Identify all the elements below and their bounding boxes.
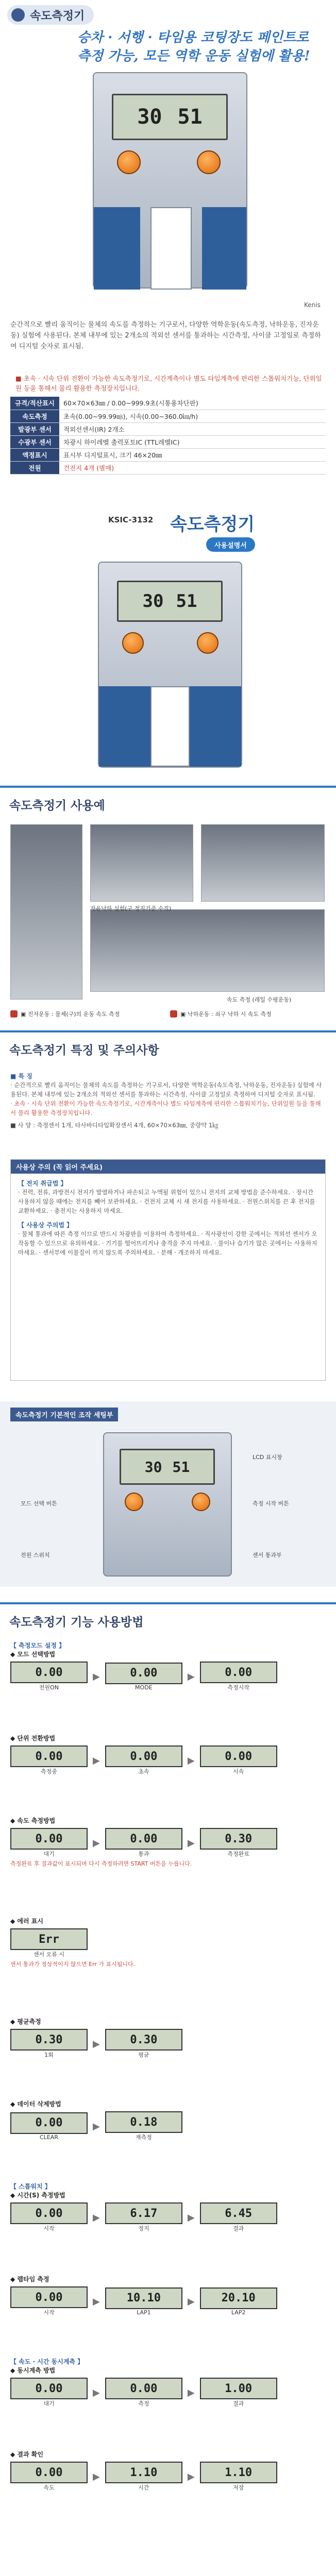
lcd-label: 1회 — [44, 2052, 54, 2058]
howto-step — [10, 2357, 326, 2408]
parts-display: 30 51 — [120, 1449, 215, 1485]
lcd-label: 평균 — [138, 2052, 149, 2058]
lcd-label: 측정 — [138, 2400, 149, 2407]
arrow-right-icon: ▶ — [93, 2038, 100, 2049]
lcd-display: 0.18 — [105, 2111, 182, 2133]
spec-table — [10, 397, 326, 474]
hero-base-left — [94, 207, 140, 290]
lcd-row — [10, 1662, 326, 1691]
parts-mode-button[interactable] — [125, 1493, 143, 1511]
lcd-display: 1.00 — [200, 2378, 277, 2399]
hero-start-button[interactable] — [197, 150, 221, 174]
table-row: 속도측정 초속(0.00~99.99㎧), 시속(0.00~360.0㎞/h) — [10, 410, 326, 422]
features-title: ■ 특 징 — [10, 1073, 32, 1080]
howto-step-title: ◆ 데이터 삭제방법 — [10, 2100, 61, 2108]
lcd-display: 0.00 — [10, 1828, 88, 1850]
lcd-label: 전원ON — [39, 1684, 59, 1691]
lcd-step — [200, 2462, 277, 2492]
howto-step — [10, 1641, 326, 1691]
divider — [0, 1030, 336, 1032]
part-label: LCD 표시창 — [253, 1454, 282, 1461]
lcd-step — [200, 1828, 277, 1858]
caution-card — [10, 1159, 326, 1381]
lcd-row — [10, 2286, 326, 2316]
howto-tag: 【 속도 · 시간 동시계측 】 — [10, 2358, 84, 2365]
howto-step-title: ◆ 평균측정 — [10, 2018, 41, 2025]
lcd-display: 0.00 — [105, 1663, 182, 1684]
table-row: 규격/적산표시 60×70×63㎜ / 0.00~999.9초(시통용차단판) — [10, 397, 326, 410]
features-spec-line: ■ 사 양 : 측정센서 1개, 타사바디타입확장센서 4개, 60×70×63㎜, 중량약 1㎏ — [10, 1122, 219, 1129]
usage-heading: 속도측정기 사용예 — [9, 799, 105, 812]
lcd-step — [200, 1745, 277, 1775]
lcd-label: LAP1 — [137, 2309, 151, 2316]
features-heading: 속도측정기 특징 및 주의사항 — [9, 1044, 159, 1057]
lcd-step — [10, 1828, 88, 1858]
lcd-display: 10.10 — [105, 2287, 182, 2309]
lcd-step — [10, 2029, 88, 2059]
lcd-display: 1.10 — [200, 2462, 277, 2483]
lcd-display: 0.30 — [10, 2029, 88, 2050]
lcd-display: 0.30 — [200, 1828, 277, 1850]
howto-step — [10, 2017, 326, 2059]
howto-step-title: ◆ 모드 선택방법 — [10, 1651, 56, 1658]
lcd-step — [200, 2287, 277, 2316]
usage-photo-stand — [10, 824, 82, 999]
lcd-step — [105, 2287, 182, 2316]
page-title: 속도측정기 — [7, 5, 94, 25]
lcd-label: 측정완료 — [227, 1851, 249, 1857]
lcd-label: 재측정 — [135, 2134, 152, 2141]
howto-step — [10, 1734, 326, 1775]
arrow-right-icon: ▶ — [187, 2387, 195, 2398]
howto-note: 센서 통과가 정상적이지 않으면 Err 가 표시됩니다. — [10, 1961, 136, 1968]
arrow-right-icon: ▶ — [187, 2212, 195, 2223]
hero-device — [93, 72, 247, 289]
caution-label: 사용상 주의 (꼭 읽어 주세요) — [11, 1160, 325, 1174]
lcd-display: 0.00 — [200, 1745, 277, 1767]
howto-step — [10, 2275, 326, 2316]
part-label: 측정 시작 버튼 — [253, 1500, 289, 1507]
arrow-right-icon: ▶ — [187, 1837, 195, 1849]
manual-button[interactable]: 사용설명서 — [206, 537, 255, 552]
usage-photo-bench — [201, 824, 325, 902]
lcd-display: 20.10 — [200, 2287, 277, 2309]
usage-photo-rail — [90, 909, 325, 992]
lcd-step — [10, 2286, 88, 2316]
lcd-label: 대기 — [43, 2400, 55, 2407]
caution-text: · 전력, 전류, 과방전시 전지가 발열하거나 파손되고 누액될 위험이 있으니 전지의 교체 방법을 준수하세요. · 장시간 사용하지 않을 때에는 전지를 빼어 보관하세요. · 건전지 교체 시 새 전지를 사용하세요. · 전원스위치를 끈 후 전지를 교환하세요. · 충전지는 사용하지 마세요. — [18, 1189, 315, 1214]
parts-panel — [0, 1401, 336, 1587]
usage-bottom-caption: ▣ 낙하운동 : 쇠구 낙하 시 속도 측정 — [170, 1010, 272, 1018]
arrow-right-icon: ▶ — [93, 1755, 100, 1766]
product-sensor-slot — [150, 686, 190, 767]
lcd-step — [10, 2462, 88, 2492]
arrow-right-icon: ▶ — [93, 1671, 100, 1682]
lcd-step — [200, 2202, 277, 2232]
lcd-label: 측정중 — [41, 1768, 57, 1775]
arrow-right-icon: ▶ — [187, 2296, 195, 2307]
lcd-step — [200, 2378, 277, 2408]
howto-step-title: ◆ 단위 전환방법 — [10, 1735, 56, 1742]
hero-sensor-slot — [150, 207, 192, 290]
lcd-step — [10, 1745, 88, 1775]
parts-device — [103, 1432, 232, 1577]
lcd-row — [10, 1928, 326, 1958]
lcd-step — [105, 1663, 182, 1691]
intro-text: 순간적으로 빨리 움직이는 물체의 속도를 측정하는 기구로서, 다양한 역학운동(속도측정, 낙하운동, 진자운동) 실험에 사용된다. 본체 내부에 있는 2개소의 적외선 센서를 통과하는 시간측정, 사이클 고정일로 측정하여 디지털 숫자로 표시됨. — [10, 321, 321, 350]
arrow-right-icon: ▶ — [93, 2212, 100, 2223]
features-red-note: · 초속 · 시속 단위 전환이 가능한 속도측정기로, 시간계측이나 별도 타임계측에 편리한 스톱워치기능, 단위일원 등을 통해서 물리 활용한 측정장치입니다. — [10, 1100, 321, 1116]
table-row: 수광부 센서 차광시 하이레벨 출력포토IC (TTL레벨IC) — [10, 435, 326, 448]
lcd-display: 0.00 — [10, 2378, 88, 2399]
lcd-row — [10, 1745, 326, 1775]
lcd-row — [10, 2111, 326, 2141]
part-label: 전원 스위치 — [21, 1552, 50, 1558]
features-block — [10, 1072, 326, 1130]
lcd-label: 속도 — [43, 2484, 55, 2491]
lcd-label: 정지 — [138, 2225, 149, 2232]
lcd-label: 센서 오류 시 — [33, 1951, 65, 1958]
product-device — [98, 562, 242, 768]
howto-step — [10, 2099, 326, 2141]
lcd-label: 통과 — [138, 1851, 149, 1857]
arrow-right-icon: ▶ — [93, 2121, 100, 2132]
lcd-display: 0.00 — [10, 2202, 88, 2224]
usage-photo-hands — [90, 824, 193, 902]
usage-bottom-caption: ▣ 진자운동 : 물체(구)의 운동 속도 측정 — [10, 1010, 120, 1018]
lcd-row — [10, 2462, 326, 2492]
caution-head: 【 사용상 주의법 】 — [18, 1222, 73, 1229]
brand-label: Kenis — [304, 301, 321, 309]
feature-note: ■ 초속 · 시속 단위 전환이 가능한 속도측정기로, 시간계측이나 별도 타임계측에 편리한 스톱워치기능, 단위일원 등을 통해서 물리 활용한 측정장치입니다. — [15, 375, 322, 392]
howto-step — [10, 1917, 326, 1969]
lcd-display: 1.10 — [105, 2462, 182, 2483]
title-badge-icon — [11, 8, 25, 22]
usage-caption: 자유낙하 실험(구 정지기준 수직) — [90, 905, 172, 912]
hero-mode-button[interactable] — [117, 150, 141, 174]
lcd-step — [10, 2202, 88, 2232]
lcd-display: 0.00 — [10, 2462, 88, 2483]
lcd-step — [10, 1928, 88, 1958]
divider — [0, 786, 336, 788]
arrow-right-icon: ▶ — [187, 1671, 195, 1682]
howto-step-title: ◆ 동시계측 방법 — [10, 2367, 56, 2374]
lcd-step — [105, 2462, 182, 2492]
parts-start-button[interactable] — [192, 1493, 210, 1511]
lcd-display: 0.00 — [105, 2378, 182, 2399]
arrow-right-icon: ▶ — [93, 2387, 100, 2398]
howto-step-title: ◆ 속도 측정방법 — [10, 1817, 56, 1824]
caution-head: 【 전지 취급법 】 — [18, 1180, 67, 1187]
product-mode-button[interactable] — [122, 632, 144, 654]
lcd-step — [105, 1828, 182, 1858]
lcd-display: 0.00 — [105, 1828, 182, 1850]
lcd-label: 결과 — [233, 2225, 244, 2232]
arrow-right-icon: ▶ — [187, 2471, 195, 2482]
features-points: · 순간적으로 빨리 움직이는 물체의 속도를 측정하는 기구로서, 다양한 역학운동(속도측정, 낙하운동, 진자운동) 실험에 사용된다. 본체 내부에 있는 2개소의 적외선 센서를 통과하는 시간측정, 사이클 고정일로 측정하여 디지털 숫자로 표시됨. — [10, 1081, 322, 1098]
table-row: 액정표시 표시부 디지털표시, 크기 46×20㎜ — [10, 448, 326, 461]
lcd-step — [10, 2112, 88, 2141]
lcd-label: 시속 — [233, 1768, 244, 1775]
lcd-row — [10, 2029, 326, 2059]
lcd-display: 0.30 — [105, 2029, 182, 2050]
howto-step-title: ◆ 랩타임 측정 — [10, 2276, 49, 2283]
lcd-display: 0.00 — [10, 2286, 88, 2308]
divider — [0, 1602, 336, 1604]
lcd-label: 측정시작 — [227, 1684, 249, 1691]
lcd-row — [10, 2378, 326, 2408]
lcd-display: 0.00 — [10, 1745, 88, 1767]
howto-step-title: ◆ 에러 표시 — [10, 1918, 43, 1925]
howto-step-title: ◆ 결과 확인 — [10, 2451, 43, 2458]
caution-text: · 물체 통과에 따른 측정 이므로 반드시 차광판을 이용하여 측정하세요. · 직사광선이 강한 곳에서는 적외선 센서가 오작동할 수 있으므로 유의하세요. · 기기를 떨어뜨리거나 충격을 주지 마세요. · 물이나 습기가 많은 곳에서는 사용하지 마세요. · 센서부에 이물질이 끼지 않도록 주의하세요. · 분해 · 개조하지 마세요. — [18, 1230, 317, 1256]
howto-tag: 【 측정모드 설정 】 — [10, 1642, 65, 1649]
lcd-display: 0.00 — [10, 2112, 88, 2134]
arrow-right-icon: ▶ — [187, 1755, 195, 1766]
lcd-display: 0.00 — [10, 1662, 88, 1683]
hero-base-right — [202, 207, 246, 290]
tagline: 승차 · 서행 · 타임용 코팅장도 페인트로 측정 가능, 모든 역학 운동 실험에 활용! — [77, 30, 310, 64]
marker-icon — [10, 1010, 18, 1018]
arrow-right-icon: ▶ — [93, 2471, 100, 2482]
lcd-step — [105, 2111, 182, 2141]
arrow-right-icon: ▶ — [93, 1837, 100, 1849]
lcd-display: Err — [10, 1928, 88, 1950]
lcd-step — [10, 1662, 88, 1691]
marker-icon — [170, 1010, 177, 1018]
lcd-label: MODE — [135, 1684, 153, 1691]
usage-caption: 속도 측정 (레일 수평운동) — [227, 996, 292, 1003]
lcd-row — [10, 2202, 326, 2232]
product-start-button[interactable] — [197, 632, 219, 654]
part-label: 모드 선택 버튼 — [21, 1500, 57, 1507]
howto-step — [10, 2182, 326, 2232]
lcd-step — [105, 2029, 182, 2059]
lcd-label: LAP2 — [231, 2309, 246, 2316]
lcd-step — [105, 2202, 182, 2232]
parts-heading: 속도측정기 기본적인 조작 세팅부 — [10, 1408, 118, 1421]
arrow-right-icon: ▶ — [93, 2296, 100, 2307]
lcd-row — [10, 1828, 326, 1858]
lcd-step — [10, 2378, 88, 2408]
lcd-step — [105, 1745, 182, 1775]
howto-heading: 속도측정기 기능 사용방법 — [9, 1616, 144, 1629]
lcd-label: 시간 — [138, 2484, 149, 2491]
table-row: 발광부 센서 적외선센서(IR) 2개소 — [10, 422, 326, 435]
lcd-label: 결과 — [233, 2400, 244, 2407]
howto-tag: 【 스톱워치 】 — [10, 2183, 51, 2190]
howto-note: 측정완료 후 결과값이 표시되며 다시 측정하려면 START 버튼을 누릅니다. — [10, 1860, 192, 1867]
howto-step — [10, 1816, 326, 1868]
table-row: 전원 건전지 4개 (별매) — [10, 461, 326, 474]
howto-step-title: ◆ 시간(S) 측정방법 — [10, 2192, 65, 2199]
lcd-label: 저장 — [233, 2484, 244, 2491]
part-label: 센서 통과부 — [253, 1552, 282, 1558]
lcd-display: 6.17 — [105, 2202, 182, 2224]
lcd-label: 시작 — [43, 2309, 55, 2316]
lcd-label: 시작 — [43, 2225, 55, 2232]
model-name: 속도측정기 — [170, 514, 255, 535]
model-code: KSIC-3132 — [108, 515, 154, 524]
lcd-step — [105, 2378, 182, 2408]
lcd-label: 초속 — [138, 1768, 149, 1775]
lcd-display: 6.45 — [200, 2202, 277, 2224]
howto-step — [10, 2450, 326, 2492]
lcd-display: 0.00 — [200, 1662, 277, 1683]
product-display: 30 51 — [117, 581, 223, 622]
lcd-label: 대기 — [43, 1851, 55, 1857]
hero-display: 30 51 — [112, 94, 228, 140]
lcd-label: CLEAR — [40, 2133, 58, 2141]
lcd-display: 0.00 — [105, 1745, 182, 1767]
lcd-step — [200, 1662, 277, 1691]
